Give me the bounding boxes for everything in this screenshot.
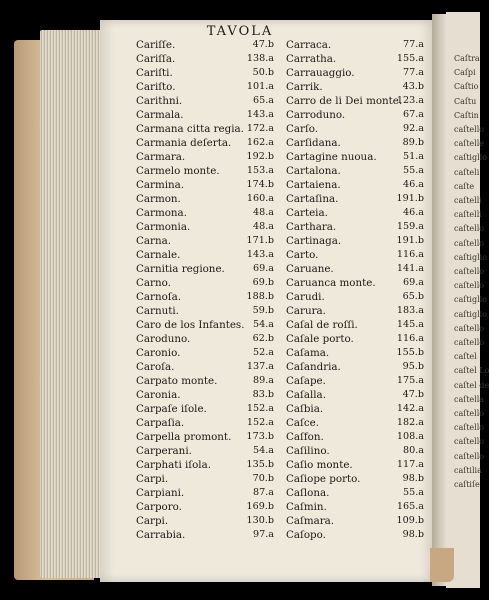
entry-page-ref: 159.a	[396, 221, 424, 232]
index-entry	[286, 94, 428, 108]
entry-term: Carphati iſola.	[136, 459, 212, 471]
index-entry	[286, 52, 428, 66]
entry-term: Carpella promont.	[136, 431, 232, 443]
entry-page-ref: 46.a	[403, 179, 424, 190]
entry-page-ref: 46.a	[403, 207, 424, 218]
entry-term: Carnitia regione.	[136, 263, 225, 275]
index-entry	[286, 304, 428, 318]
entry-page-ref: 172.a	[246, 123, 274, 134]
entry-page-ref: 155.b	[396, 347, 424, 358]
entry-term: Carſidana.	[286, 137, 341, 149]
entry-page-ref: 142.a	[396, 403, 424, 414]
index-entry	[136, 332, 278, 346]
entry-term: Carpiani.	[136, 487, 185, 499]
facing-page-word: caſtiglio	[454, 295, 488, 305]
index-entry	[286, 136, 428, 150]
page-title: TAVOLA	[206, 24, 274, 39]
facing-page-word: caſtello	[454, 423, 485, 433]
entry-term: Carmala.	[136, 109, 184, 121]
facing-page-word: caſtel	[454, 352, 477, 362]
entry-page-ref: 143.a	[246, 249, 274, 260]
entry-term: Cartalona.	[286, 165, 341, 177]
entry-page-ref: 55.a	[403, 487, 424, 498]
facing-page-word: Caſtu	[454, 96, 477, 106]
entry-page-ref: 137.a	[246, 361, 274, 372]
index-entry	[286, 80, 428, 94]
facing-page-word: caſtelle	[454, 139, 485, 149]
index-entry	[136, 444, 278, 458]
index-entry	[286, 108, 428, 122]
index-entry	[136, 108, 278, 122]
entry-page-ref: 80.a	[403, 445, 424, 456]
entry-term: Cariſſa.	[136, 53, 176, 65]
entry-page-ref: 83.b	[252, 389, 274, 400]
entry-term: Carmina.	[136, 179, 185, 191]
entry-term: Carithni.	[136, 95, 183, 107]
entry-term: Carmon.	[136, 193, 181, 205]
entry-page-ref: 47.b	[252, 39, 274, 50]
entry-page-ref: 59.b	[252, 305, 274, 316]
book-gutter	[432, 14, 446, 586]
entry-page-ref: 43.b	[402, 81, 424, 92]
facing-page-word: caſte	[454, 181, 475, 191]
facing-page-word: caſtello	[454, 281, 485, 291]
entry-page-ref: 182.a	[396, 417, 424, 428]
entry-term: Carratha.	[286, 53, 337, 65]
index-column-left	[136, 38, 278, 542]
entry-term: Caſal de roſſi.	[286, 319, 358, 331]
index-entry	[286, 360, 428, 374]
index-entry	[136, 486, 278, 500]
entry-term: Cartagine nuoua.	[286, 151, 377, 163]
index-entry	[136, 66, 278, 80]
entry-page-ref: 174.b	[246, 179, 274, 190]
entry-term: Cartinaga.	[286, 235, 342, 247]
facing-page-word: caſtello	[454, 323, 485, 333]
facing-page-word: caſtel de	[454, 380, 489, 390]
index-entry	[286, 402, 428, 416]
entry-term: Caſape.	[286, 375, 326, 387]
index-entry	[286, 430, 428, 444]
index-entry	[286, 444, 428, 458]
facing-page-fragment	[446, 12, 489, 588]
entry-term: Carrabia.	[136, 529, 186, 541]
index-entry	[286, 374, 428, 388]
index-entry	[286, 248, 428, 262]
index-column-right	[286, 38, 428, 542]
entry-page-ref: 135.b	[246, 459, 274, 470]
entry-term: Cariſto.	[136, 81, 176, 93]
entry-term: Caruanca monte.	[286, 277, 376, 289]
index-entry	[286, 262, 428, 276]
index-entry	[136, 458, 278, 472]
entry-term: Caro de los Infantes.	[136, 319, 245, 331]
entry-term: Caronia.	[136, 389, 181, 401]
entry-page-ref: 188.b	[246, 291, 274, 302]
index-entry	[286, 178, 428, 192]
index-entry	[136, 192, 278, 206]
entry-term: Carſo.	[286, 123, 319, 135]
index-entry	[286, 66, 428, 80]
entry-page-ref: 54.a	[253, 319, 274, 330]
entry-term: Caſce.	[286, 417, 319, 429]
facing-page-word: caſtiglio	[454, 252, 488, 262]
entry-page-ref: 65.b	[402, 291, 424, 302]
entry-page-ref: 67.a	[403, 109, 424, 120]
index-entry	[136, 318, 278, 332]
entry-term: Caroſa.	[136, 361, 175, 373]
entry-term: Carura.	[286, 305, 326, 317]
index-entry	[286, 388, 428, 402]
index-entry	[286, 318, 428, 332]
entry-page-ref: 109.b	[396, 515, 424, 526]
facing-page-word: caſtelli	[454, 196, 482, 205]
entry-page-ref: 95.b	[402, 361, 424, 372]
index-entry	[136, 346, 278, 360]
entry-term: Carmana citta regia.	[136, 123, 244, 135]
entry-page-ref: 51.a	[403, 151, 424, 162]
entry-page-ref: 98.b	[402, 473, 424, 484]
index-entry	[136, 388, 278, 402]
entry-page-ref: 117.a	[396, 459, 424, 470]
entry-page-ref: 69.a	[253, 263, 274, 274]
entry-page-ref: 108.a	[396, 431, 424, 442]
entry-page-ref: 165.a	[396, 501, 424, 512]
entry-term: Carporo.	[136, 501, 182, 513]
entry-term: Cariſſe.	[136, 39, 176, 51]
index-entry	[286, 220, 428, 234]
entry-page-ref: 47.b	[402, 389, 424, 400]
entry-term: Carteia.	[286, 207, 328, 219]
index-entry	[286, 486, 428, 500]
index-entry	[286, 416, 428, 430]
facing-page-word: caſtel Lo	[454, 366, 489, 376]
facing-page-word: caſtello	[454, 224, 485, 234]
entry-page-ref: 153.a	[246, 165, 274, 176]
index-entry	[136, 38, 278, 52]
entry-term: Carro de li Dei monte.	[286, 95, 403, 107]
index-entry	[136, 178, 278, 192]
entry-page-ref: 123.a	[396, 95, 424, 106]
entry-term: Caruane.	[286, 263, 334, 275]
entry-term: Carpaſe iſole.	[136, 403, 207, 415]
entry-term: Carnale.	[136, 249, 181, 261]
index-entry	[136, 528, 278, 542]
entry-page-ref: 138.a	[246, 53, 274, 64]
index-entry	[136, 472, 278, 486]
index-entry	[136, 206, 278, 220]
entry-page-ref: 141.a	[396, 263, 424, 274]
entry-term: Carna.	[136, 235, 171, 247]
entry-page-ref: 143.a	[246, 109, 274, 120]
index-entry	[286, 514, 428, 528]
entry-page-ref: 70.b	[252, 473, 274, 484]
index-entry	[286, 528, 428, 542]
entry-term: Carrik.	[286, 81, 323, 93]
entry-page-ref: 98.b	[402, 529, 424, 540]
entry-page-ref: 52.a	[253, 347, 274, 358]
entry-term: Carperani.	[136, 445, 192, 457]
entry-term: Cariſti.	[136, 67, 173, 79]
facing-page-word: caſteli	[454, 167, 480, 177]
index-entry	[286, 276, 428, 290]
entry-term: Carnuti.	[136, 305, 179, 317]
entry-term: Carrauaggio.	[286, 67, 355, 79]
facing-page-word: Caſtra	[454, 54, 480, 63]
index-entry	[136, 360, 278, 374]
entry-term: Cartaſina.	[286, 193, 339, 205]
index-entry	[136, 514, 278, 528]
entry-term: Carpi.	[136, 515, 169, 527]
entry-term: Caſalla.	[286, 389, 326, 401]
entry-page-ref: 116.a	[396, 333, 424, 344]
entry-page-ref: 191.b	[396, 235, 424, 246]
entry-term: Caſama.	[286, 347, 330, 359]
entry-term: Carraca.	[286, 39, 332, 51]
index-entry	[286, 234, 428, 248]
index-entry	[286, 164, 428, 178]
facing-page-word: caſtello	[454, 409, 485, 418]
entry-term: Carpaſia.	[136, 417, 185, 429]
entry-term: Cartaiena.	[286, 179, 341, 191]
facing-page-word: caſtella	[454, 394, 485, 404]
index-entry	[286, 346, 428, 360]
entry-page-ref: 54.a	[253, 445, 274, 456]
index-entry	[136, 276, 278, 290]
facing-page-word: Caſtio	[454, 82, 479, 92]
entry-term: Caſlona.	[286, 487, 330, 499]
facing-page-word: caſtiſe	[454, 480, 480, 489]
entry-term: Caroduno.	[136, 333, 191, 345]
index-entry	[136, 234, 278, 248]
entry-page-ref: 155.a	[396, 53, 424, 64]
entry-page-ref: 50.b	[252, 67, 274, 78]
entry-term: Carmona.	[136, 207, 187, 219]
index-entry	[136, 52, 278, 66]
entry-page-ref: 87.a	[253, 487, 274, 498]
index-entry	[136, 500, 278, 514]
entry-page-ref: 48.a	[253, 221, 274, 232]
entry-page-ref: 191.b	[396, 193, 424, 204]
entry-term: Carroduno.	[286, 109, 346, 121]
facing-page-word: caſtello	[454, 125, 485, 134]
entry-page-ref: 152.a	[246, 417, 274, 428]
entry-page-ref: 55.a	[403, 165, 424, 176]
entry-page-ref: 145.a	[396, 319, 424, 330]
index-entry	[136, 136, 278, 150]
entry-page-ref: 175.a	[396, 375, 424, 386]
entry-page-ref: 69.b	[252, 277, 274, 288]
index-entry	[286, 206, 428, 220]
index-entry	[136, 374, 278, 388]
index-entry	[136, 150, 278, 164]
entry-page-ref: 152.a	[246, 403, 274, 414]
entry-term: Caſbia.	[286, 403, 324, 415]
index-entry	[136, 430, 278, 444]
entry-term: Caſandria.	[286, 361, 341, 373]
entry-term: Caronio.	[136, 347, 181, 359]
entry-term: Carmonia.	[136, 221, 191, 233]
entry-term: Carto.	[286, 249, 319, 261]
entry-term: Carthara.	[286, 221, 337, 233]
entry-term: Carpato monte.	[136, 375, 218, 387]
entry-term: Caſfon.	[286, 431, 324, 443]
index-entry	[136, 304, 278, 318]
cover-corner	[430, 548, 454, 582]
facing-page-word: caſtelli	[454, 210, 482, 220]
entry-page-ref: 92.a	[403, 123, 424, 134]
index-entry	[136, 220, 278, 234]
entry-page-ref: 171.b	[246, 235, 274, 246]
index-entry	[286, 38, 428, 52]
entry-page-ref: 173.b	[246, 431, 274, 442]
index-entry	[136, 262, 278, 276]
entry-term: Caſopo.	[286, 529, 326, 541]
index-entry	[136, 94, 278, 108]
entry-page-ref: 48.a	[253, 207, 274, 218]
index-entry	[136, 122, 278, 136]
entry-page-ref: 69.a	[403, 277, 424, 288]
entry-page-ref: 89.a	[253, 375, 274, 386]
index-entry	[136, 80, 278, 94]
entry-page-ref: 101.a	[246, 81, 274, 92]
entry-term: Carmania deſerta.	[136, 137, 232, 149]
facing-page-word: caſtello	[454, 267, 485, 276]
facing-page-word: Caſpi	[454, 68, 476, 78]
index-entry	[286, 472, 428, 486]
entry-term: Carpi.	[136, 473, 169, 485]
entry-page-ref: 62.b	[252, 333, 274, 344]
entry-page-ref: 89.b	[402, 137, 424, 148]
index-entry	[286, 500, 428, 514]
entry-page-ref: 65.a	[253, 95, 274, 106]
entry-page-ref: 169.b	[246, 501, 274, 512]
facing-page-word: Caſtin	[454, 110, 479, 120]
index-entry	[136, 164, 278, 178]
entry-term: Caſio monte.	[286, 459, 353, 471]
entry-term: Carudi.	[286, 291, 325, 303]
facing-page-word: caſtilia	[454, 465, 482, 475]
facing-page-word: caſtiglio	[454, 309, 488, 319]
entry-term: Caſilino.	[286, 445, 330, 457]
index-entry	[136, 416, 278, 430]
facing-page-word: caſtello	[454, 338, 485, 347]
facing-page-word: caſtello	[454, 238, 485, 248]
index-entry	[136, 402, 278, 416]
entry-term: Carmara.	[136, 151, 186, 163]
entry-page-ref: 77.a	[403, 39, 424, 50]
index-entry	[286, 290, 428, 304]
page-edges	[40, 30, 104, 578]
entry-page-ref: 183.a	[396, 305, 424, 316]
entry-page-ref: 160.a	[246, 193, 274, 204]
entry-term: Carnoſa.	[136, 291, 181, 303]
entry-page-ref: 77.a	[403, 67, 424, 78]
index-entry	[286, 458, 428, 472]
entry-term: Caſmin.	[286, 501, 327, 513]
entry-page-ref: 116.a	[396, 249, 424, 260]
entry-page-ref: 130.b	[246, 515, 274, 526]
index-entry	[286, 122, 428, 136]
facing-page-word: caſtiglio	[454, 153, 488, 163]
entry-term: Carmelo monte.	[136, 165, 220, 177]
entry-term: Carno.	[136, 277, 171, 289]
entry-term: Caſmara.	[286, 515, 335, 527]
index-entry	[136, 290, 278, 304]
index-entry	[286, 192, 428, 206]
entry-page-ref: 192.b	[246, 151, 274, 162]
entry-page-ref: 97.a	[253, 529, 274, 540]
facing-page-word: caſtello	[454, 437, 485, 447]
facing-page-word: caſtello	[454, 451, 485, 461]
entry-term: Caſiope porto.	[286, 473, 361, 485]
entry-page-ref: 162.a	[246, 137, 274, 148]
entry-term: Caſale porto.	[286, 333, 354, 345]
index-entry	[286, 150, 428, 164]
index-entry	[286, 332, 428, 346]
index-entry	[136, 248, 278, 262]
